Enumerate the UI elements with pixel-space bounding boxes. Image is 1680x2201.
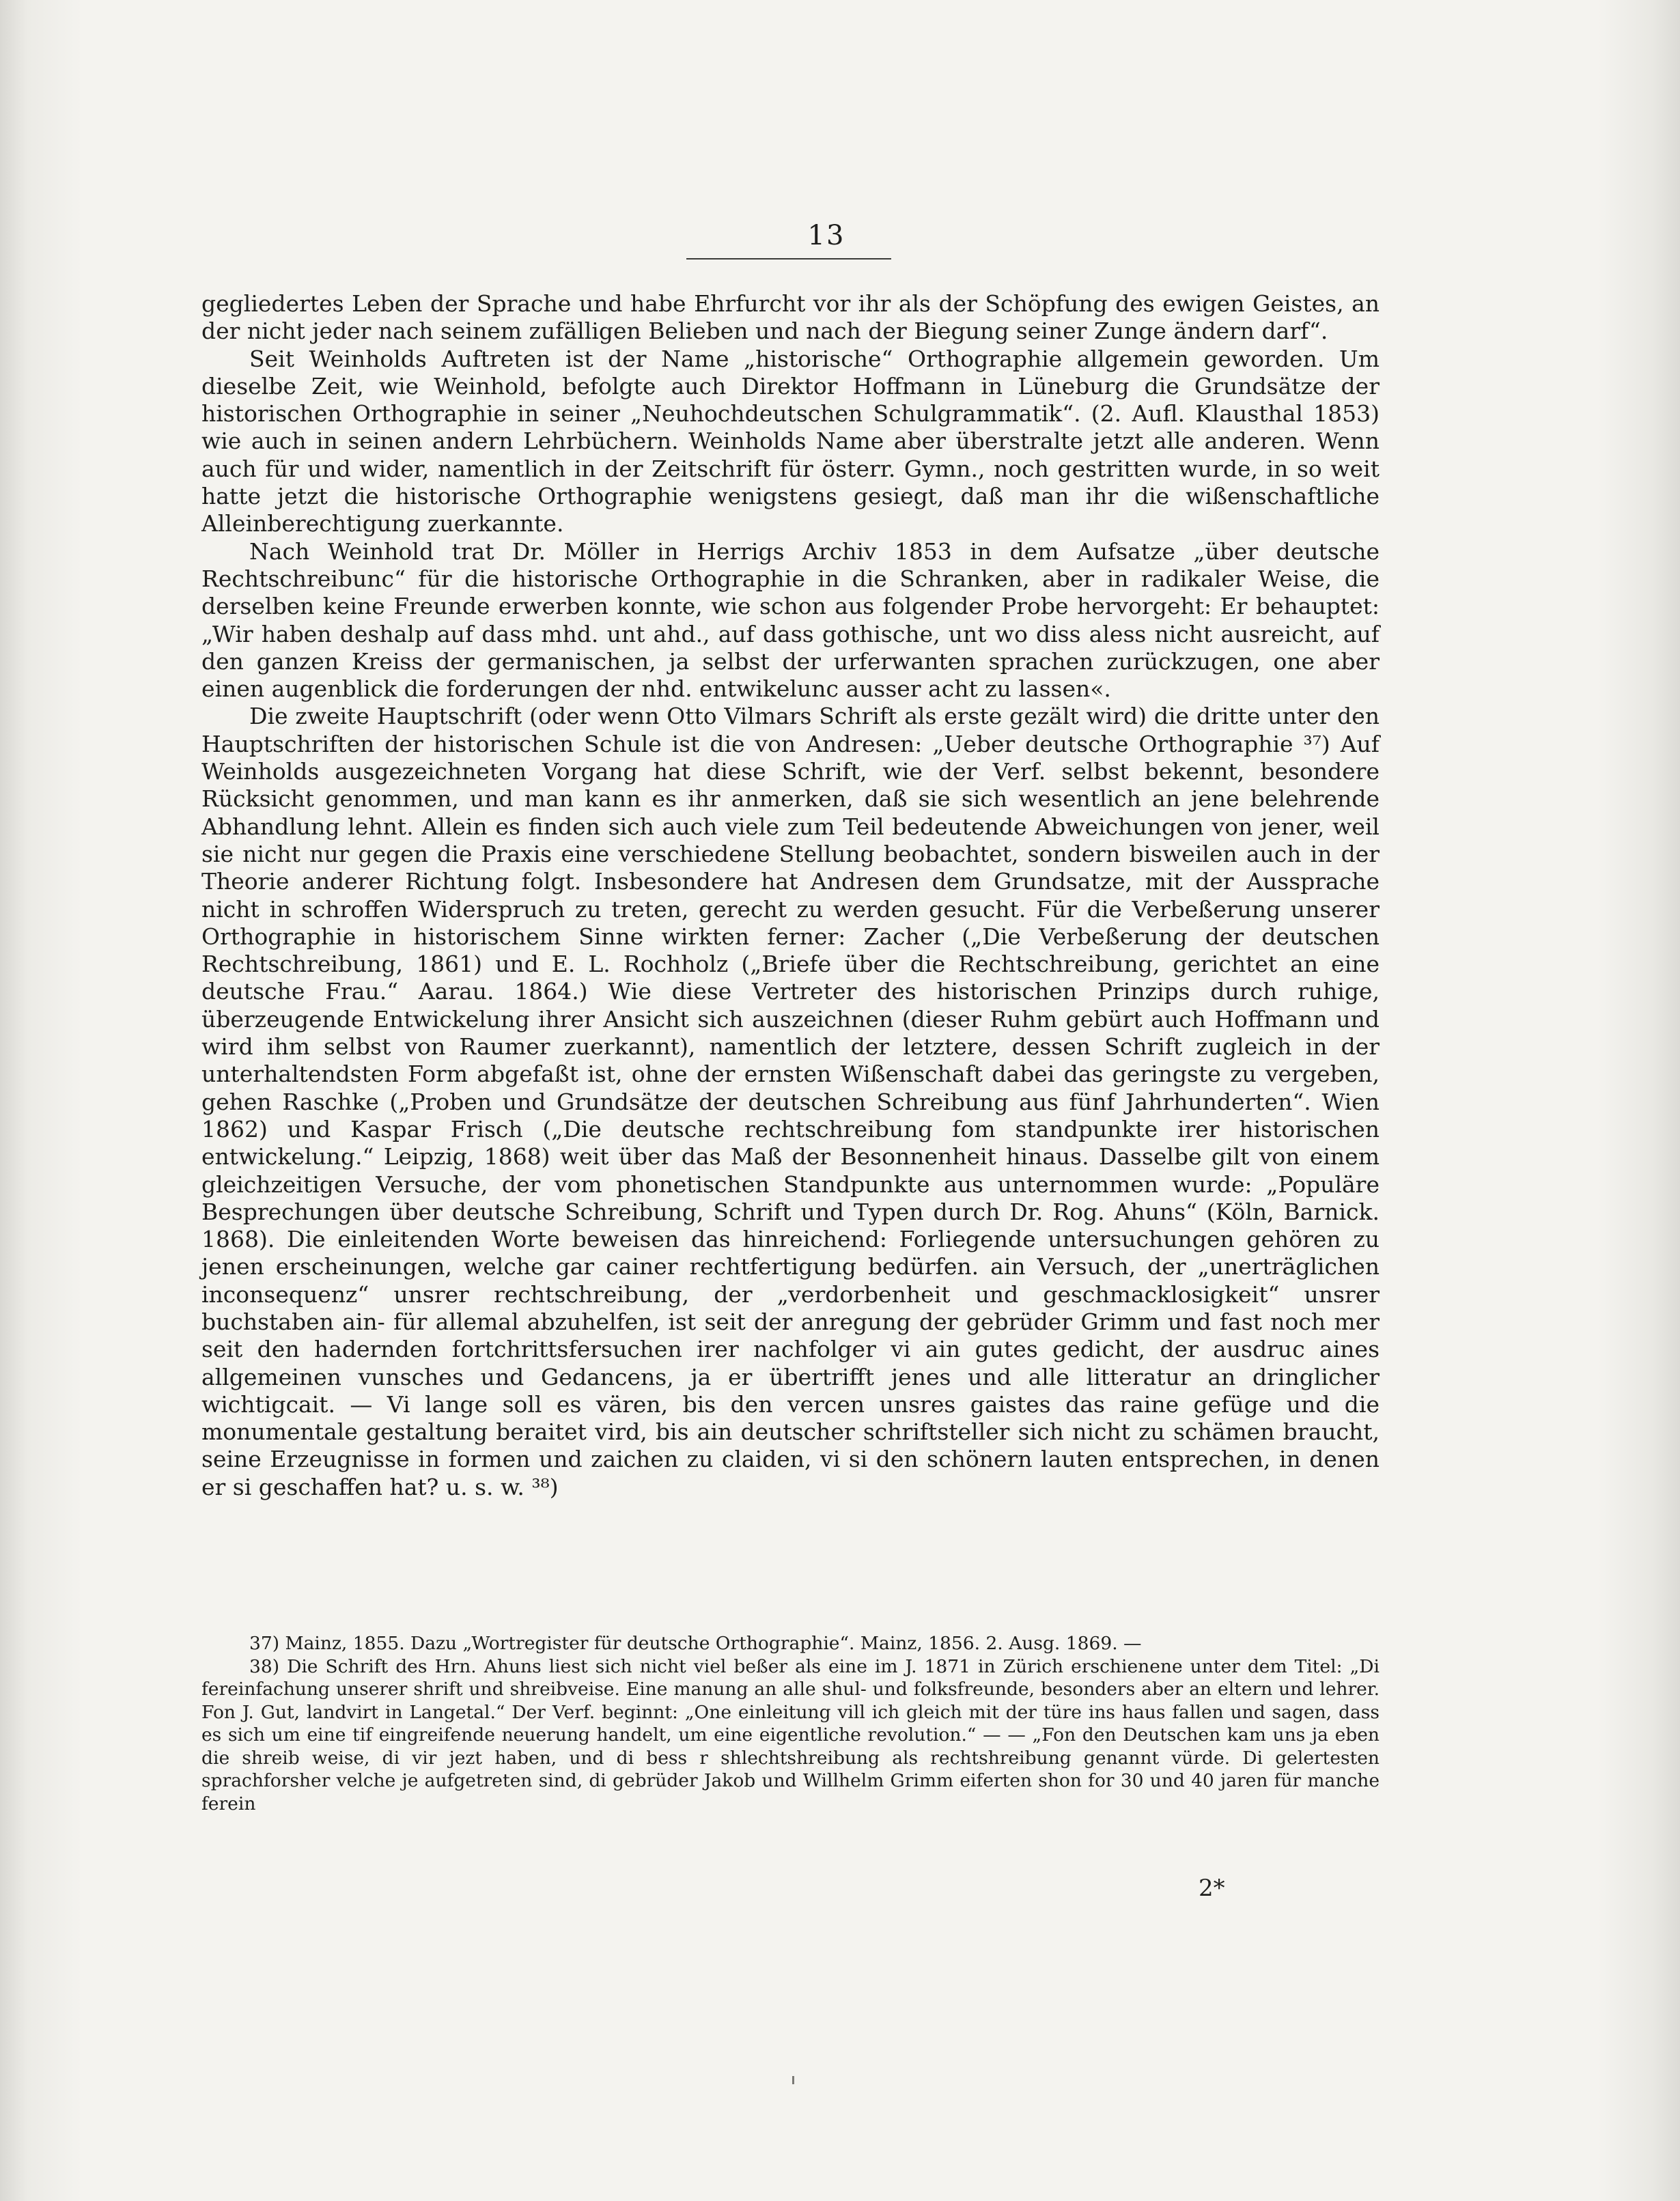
footnote: 37) Mainz, 1855. Dazu „Wortregister für deutsche Orthographie“. Mainz, 1856. 2. Ausg. 1869. — bbox=[249, 1633, 1142, 1654]
page-number: 13 bbox=[807, 220, 845, 251]
paragraph: Nach Weinhold trat Dr. Möller in Herrigs Archiv 1853 in dem Aufsatze „über deutsche Rechtschreibunc“ für die historische Orthographie in die Schranken, aber in radikaler Weise, die derselben keine Freunde erwerben konnte, wie schon aus folgender Probe hervorgeht: Er behauptet: „Wir haben deshalp auf dass mhd. unt ahd., auf dass gothische, unt wo diss aless nicht ausreicht, auf den ganzen Kreiss der germanischen, ja selbst der urferwanten sprachen zurückzugen, one aber einen augenblick die forderungen der nhd. entwikelunc ausser acht zu lassen«. bbox=[201, 537, 1380, 703]
footnotes bbox=[201, 1632, 1380, 1815]
header-rule bbox=[686, 258, 891, 260]
main-text bbox=[201, 290, 1380, 1501]
paper-speck bbox=[792, 2076, 794, 2084]
paragraph: Seit Weinholds Auftreten ist der Name „historische“ Orthographie allgemein geworden. Um dieselbe Zeit, wie Weinhold, befolgte auch Direktor Hoffmann in Lüneburg die Grundsätze der historischen Orthographie in seiner „Neuhochdeutschen Schulgrammatik“. (2. Aufl. Klausthal 1853) wie auch in seinen andern Lehrbüchern. Weinholds Name aber überstralte jetzt alle anderen. Wenn auch für und wider, namentlich in der Zeitschrift für österr. Gymn., noch gestritten wurde, in so weit hatte jetzt die historische Orthographie wenigstens gesiegt, daß man ihr die wißenschaftliche Alleinberechtigung zuerkannte. bbox=[201, 345, 1380, 537]
footnote: 38) Die Schrift des Hrn. Ahuns liest sich nicht viel beßer als eine im J. 1871 in Zürich erschienene unter dem Titel: „Di fereinfachung unserer shrift und shreibveise. Eine manung an alle shul- und folksfreunde, besonders aber an eltern und lehrer. Fon J. Gut, landvirt in Langetal.“ Der Verf. beginnt: „One einleitung vill ich gleich mit der türe ins haus fallen und sagen, dass es sich um eine tif eingreifende neuerung handelt, um eine eigentliche revolution.“ — — „Fon den Deutschen kam uns ja eben die shreib weise, di vir jezt haben, und di bess r shlechtshreibung als rechtshreibung genannt vürde. Di gelertesten sprachforsher velche je aufgetreten sind, di gebrüder Jakob und Willhelm Grimm eiferten shon for 30 und 40 jaren für manche ferein bbox=[201, 1655, 1380, 1814]
printer-signature: 2* bbox=[1199, 1875, 1225, 1902]
paragraph: Die zweite Hauptschrift (oder wenn Otto Vilmars Schrift als erste gezält wird) die dritte unter den Hauptschriften der historischen Schule ist die von Andresen: „Ueber deutsche Orthographie ³⁷) Auf Weinholds ausgezeichneten Vorgang hat diese Schrift, wie der Verf. selbst bekennt, besondere Rücksicht genommen, und man kann es ihr anmerken, daß sie sich wesentlich an jene belehrende Abhandlung lehnt. Allein es finden sich auch viele zum Teil bedeutende Abweichungen von jener, weil sie nicht nur gegen die Praxis eine verschiedene Stellung beobachtet, sondern bisweilen auch in der Theorie anderer Richtung folgt. Insbesondere hat Andresen dem Grundsatze, mit der Aussprache nicht in schroffen Widerspruch zu treten, gerecht zu werden gesucht. Für die Verbeßerung unserer Orthographie in historischem Sinne wirkten ferner: Zacher („Die Verbeßerung der deutschen Rechtschreibung, 1861) und E. L. Rochholz („Briefe über die Rechtschreibung, gerichtet an eine deutsche Frau.“ Aarau. 1864.) Wie diese Vertreter des historischen Prinzips durch ruhige, überzeugende Entwickelung ihrer Ansicht sich auszeichnen (dieser Ruhm gebürt auch Hoffmann und wird ihm selbst von Raumer zuerkannt), namentlich der letztere, dessen Schrift zugleich in der unterhaltendsten Form abgefaßt ist, ohne der ernsten Wißenschaft dabei das geringste zu vergeben, gehen Raschke („Proben und Grundsätze der deutschen Schreibung aus fünf Jahrhunderten“. Wien 1862) und Kaspar Frisch („Die deutsche rechtschreibung fom standpunkte irer historischen entwickelung.“ Leipzig, 1868) weit über das Maß der Besonnenheit hinaus. Dasselbe gilt von einem gleichzeitigen Versuche, der vom phonetischen Standpunkte aus unternommen wurde: „Populäre Besprechungen über deutsche Schreibung, Schrift und Typen durch Dr. Rog. Ahuns“ (Köln, Barnick. 1868). Die einleitenden Worte beweisen das hinreichend: Forliegende untersuchungen gehören zu jenen erscheinungen, welche gar cainer rechtfertigung bedürfen. ain Versuch, der „unerträglichen inconsequenz“ unsrer rechtschreibung, der „verdorbenheit und geschmacklosigkeit“ unsrer buchstaben ain- für allemal abzuhelfen, ist seit der anregung der gebrüder Grimm und fast noch mer seit den hadernden fortchrittsfersuchen irer nachfolger vi ain gutes gedicht, der ausdruc aines allgemeinen vunsches und Gedancens, ja er übertrifft jenes und alle litteratur an dringlicher wichtigcait. — Vi lange soll es vären, bis den vercen unsres gaistes das raine gefüge und die monumentale gestaltung beraitet vird, bis ain deutscher schriftsteller sich nicht zu schämen braucht, seine Erzeugnisse in formen und zaichen zu claiden, vi si den schönern lauten entsprechen, in denen er si geschaffen hat? u. s. w. ³⁸) bbox=[201, 703, 1380, 1500]
paragraph: gegliedertes Leben der Sprache und habe Ehrfurcht vor ihr als der Schöpfung des ewigen Geistes, an der nicht jeder nach seinem zufälligen Belieben und nach der Biegung seiner Zunge ändern darf“. bbox=[201, 290, 1380, 345]
